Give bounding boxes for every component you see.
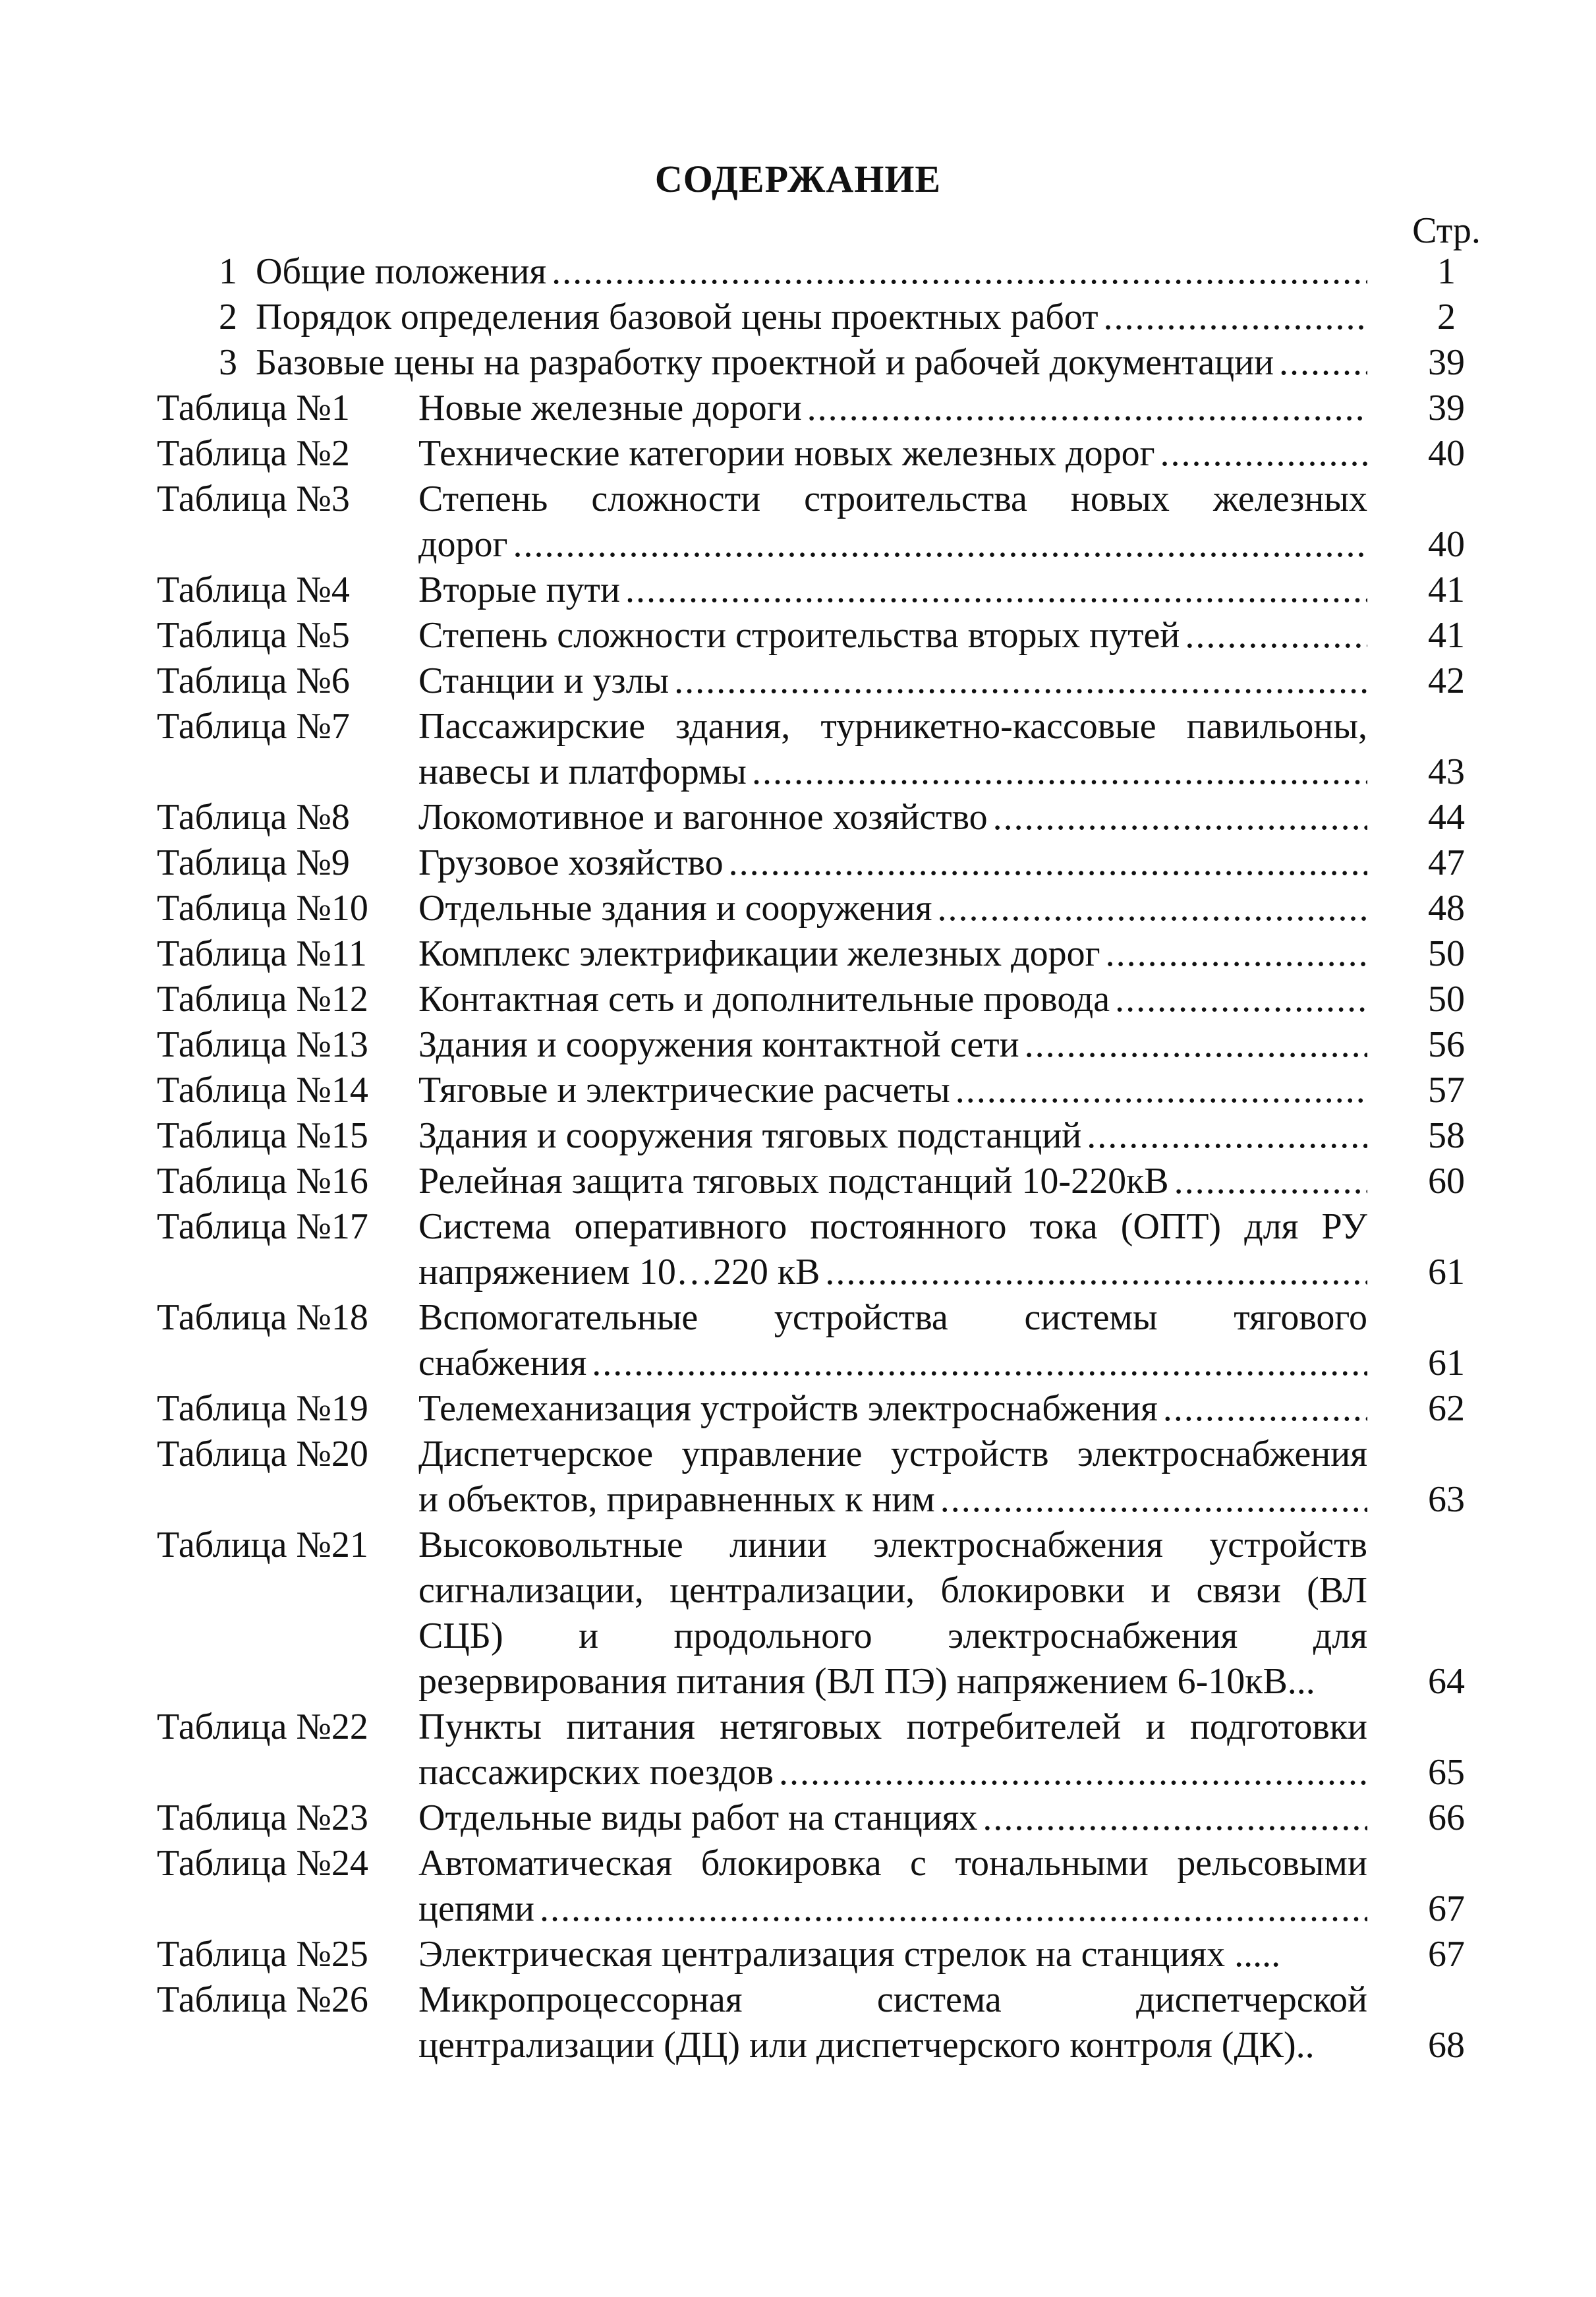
entry-text: [418, 1841, 1367, 1932]
entry-line-text: Общие положения: [256, 251, 547, 292]
entry-text: [418, 386, 1367, 431]
entry-line-text: Комплекс электрификации железных дорог: [418, 933, 1100, 974]
entry-word: тягового: [1234, 1297, 1367, 1338]
entry-word: с: [910, 1843, 926, 1884]
entry-text: [256, 295, 1367, 340]
entry-line: [418, 613, 1367, 658]
entry-word: строительства: [804, 479, 1027, 519]
page-number: 41: [1428, 615, 1465, 656]
page-number: 66: [1428, 1797, 1465, 1838]
entry-line: [256, 340, 1367, 386]
entry-line-text: Станции и узлы: [418, 660, 670, 701]
toc-table-row: [0, 1386, 1596, 1432]
entry-line-text: Степень сложности строительства вторых путей: [418, 615, 1180, 656]
entry-word: электроснабжения: [1077, 1434, 1367, 1474]
entry-word: электроснабжения: [948, 1615, 1238, 1656]
entry-line-text: Базовые цены на разработку проектной и рабочей документации: [256, 342, 1274, 383]
entry-text: [418, 1704, 1367, 1795]
entry-word: Микропроцессорная: [418, 1979, 743, 2020]
entry-line: [418, 477, 1367, 522]
toc-table-row: [0, 1022, 1596, 1068]
table-label: Таблица №11: [157, 933, 367, 974]
entry-word: железных: [1212, 479, 1367, 519]
table-label: Таблица №17: [157, 1206, 368, 1247]
page-title: СОДЕРЖАНИЕ: [654, 158, 942, 200]
toc-table-row: [0, 1204, 1596, 1295]
entry-line-text: Новые железные дороги: [418, 388, 802, 428]
entry-line: [418, 1068, 1367, 1113]
entry-line-text: Телемеханизация устройств электроснабжения: [418, 1388, 1158, 1429]
section-number: 1: [219, 251, 237, 292]
entry-word: Пункты: [418, 1706, 542, 1747]
table-label: Таблица №8: [157, 797, 350, 838]
entry-word: Автоматическая: [418, 1843, 673, 1884]
entry-word: устройства: [774, 1297, 948, 1338]
page-number: 48: [1428, 888, 1465, 929]
page-number: 68: [1428, 2025, 1465, 2066]
table-label: Таблица №15: [157, 1115, 368, 1156]
entry-word: и: [579, 1615, 599, 1656]
table-label: Таблица №7: [157, 706, 350, 747]
entry-word: СЦБ): [418, 1615, 503, 1656]
entry-word: блокировка: [700, 1843, 882, 1884]
entry-line-text: Релейная защита тяговых подстанций 10-220кВ: [418, 1161, 1169, 1202]
entry-line-text: дорог: [418, 524, 508, 565]
entry-line-text: Технические категории новых железных дорог: [418, 433, 1155, 474]
entry-word: Система: [418, 1206, 552, 1247]
toc-table-row: [0, 704, 1596, 795]
table-of-contents: [0, 249, 1596, 2068]
entry-word: (ОПТ): [1120, 1206, 1222, 1247]
entry-word: нетяговых: [720, 1706, 882, 1747]
page-number: 67: [1428, 1934, 1465, 1975]
entry-line: [418, 840, 1367, 886]
entry-line: [418, 1704, 1367, 1750]
page-number: 39: [1428, 342, 1465, 383]
entry-line: [418, 1386, 1367, 1432]
entry-word: рельсовыми: [1177, 1843, 1367, 1884]
table-label: Таблица №5: [157, 615, 350, 656]
entry-word: связи: [1196, 1570, 1281, 1611]
entry-line: [418, 1614, 1367, 1659]
entry-word: линии: [729, 1525, 827, 1565]
table-label: Таблица №26: [157, 1979, 368, 2020]
entry-line-text: Отдельные здания и сооружения: [418, 888, 932, 929]
page-number: 43: [1428, 751, 1465, 792]
entry-word: новых: [1070, 479, 1170, 519]
toc-table-row: [0, 840, 1596, 886]
table-label: Таблица №24: [157, 1843, 368, 1884]
page-number: 40: [1428, 524, 1465, 565]
table-label: Таблица №22: [157, 1706, 368, 1747]
entry-line: [418, 931, 1367, 977]
entry-word: для: [1313, 1615, 1367, 1656]
page-number: 64: [1428, 1661, 1465, 1702]
entry-word: РУ: [1321, 1206, 1367, 1247]
entry-line: [418, 977, 1367, 1022]
entry-line: [418, 386, 1367, 431]
toc-section-row: [0, 295, 1596, 340]
entry-word: оперативного: [574, 1206, 787, 1247]
entry-line-text: централизации (ДЦ) или диспетчерского контроля (ДК)..: [418, 2025, 1315, 2066]
entry-word: для: [1244, 1206, 1299, 1247]
toc-table-row: [0, 1113, 1596, 1159]
toc-table-row: [0, 1523, 1596, 1704]
entry-line-text: навесы и платформы: [418, 751, 747, 792]
entry-text: [418, 1523, 1367, 1704]
entry-line: [418, 1568, 1367, 1614]
entry-text: [418, 1386, 1367, 1432]
toc-section-row: [0, 249, 1596, 295]
entry-word: тока: [1029, 1206, 1098, 1247]
entry-line-text: Локомотивное и вагонное хозяйство: [418, 797, 988, 838]
table-label: Таблица №1: [157, 388, 350, 428]
entry-word: диспетчерской: [1136, 1979, 1367, 2020]
toc-table-row: [0, 1841, 1596, 1932]
toc-section-row: [0, 340, 1596, 386]
page-number: 1: [1437, 251, 1456, 292]
table-label: Таблица №3: [157, 479, 350, 519]
section-number: 2: [219, 297, 237, 337]
entry-line: [418, 704, 1367, 749]
entry-line: [418, 431, 1367, 477]
page-number: 60: [1428, 1161, 1465, 1202]
entry-text: [418, 840, 1367, 886]
table-label: Таблица №21: [157, 1525, 368, 1565]
entry-line-text: Контактная сеть и дополнительные провода: [418, 979, 1110, 1020]
page-number: 65: [1428, 1752, 1465, 1793]
entry-text: [418, 1068, 1367, 1113]
entry-text: [418, 1204, 1367, 1295]
toc-table-row: [0, 386, 1596, 431]
entry-word: подготовки: [1189, 1706, 1367, 1747]
entry-line: [256, 249, 1367, 295]
entry-word: устройств: [1209, 1525, 1367, 1565]
entry-text: [418, 1159, 1367, 1204]
toc-table-row: [0, 1068, 1596, 1113]
toc-table-row: [0, 613, 1596, 658]
entry-word: Вспомогательные: [418, 1297, 698, 1338]
entry-line: [418, 1341, 1367, 1386]
toc-table-row: [0, 1159, 1596, 1204]
page-number: 56: [1428, 1024, 1465, 1065]
entry-word: потребителей: [906, 1706, 1122, 1747]
entry-text: [418, 1932, 1367, 1977]
page-column-header: Стр.: [1412, 210, 1481, 251]
page-number: 39: [1428, 388, 1465, 428]
table-label: Таблица №9: [157, 842, 350, 883]
entry-line: [418, 567, 1367, 613]
table-label: Таблица №2: [157, 433, 350, 474]
entry-word: Диспетчерское: [418, 1434, 654, 1474]
entry-line: [418, 1159, 1367, 1204]
page-number: 63: [1428, 1479, 1465, 1520]
page-number: 62: [1428, 1388, 1465, 1429]
entry-word: тональными: [955, 1843, 1149, 1884]
entry-line: [418, 749, 1367, 795]
entry-word: павильоны,: [1186, 706, 1367, 747]
toc-table-row: [0, 977, 1596, 1022]
entry-text: [418, 1977, 1367, 2068]
entry-word: и: [1151, 1570, 1171, 1611]
entry-line: [418, 1113, 1367, 1159]
entry-line: [418, 1204, 1367, 1250]
entry-line: [418, 1432, 1367, 1477]
entry-word: сложности: [591, 479, 761, 519]
entry-text: [418, 1113, 1367, 1159]
toc-table-row: [0, 431, 1596, 477]
table-label: Таблица №20: [157, 1434, 368, 1474]
entry-text: [418, 658, 1367, 704]
entry-line: [418, 1295, 1367, 1341]
entry-line: [418, 1477, 1367, 1523]
entry-line-text: резервирования питания (ВЛ ПЭ) напряжением 6-10кВ...: [418, 1661, 1315, 1702]
entry-line-text: Вторые пути: [418, 569, 620, 610]
entry-text: [418, 567, 1367, 613]
entry-line: [418, 658, 1367, 704]
entry-line-text: Отдельные виды работ на станциях: [418, 1797, 978, 1838]
entry-line: [418, 1750, 1367, 1795]
entry-word: управление: [681, 1434, 863, 1474]
table-label: Таблица №12: [157, 979, 368, 1020]
entry-word: турникетно-кассовые: [820, 706, 1156, 747]
page-number: 2: [1437, 297, 1456, 337]
entry-word: Степень: [418, 479, 548, 519]
entry-word: сигнализации,: [418, 1570, 644, 1611]
page-number: 50: [1428, 933, 1465, 974]
toc-table-row: [0, 1795, 1596, 1841]
table-label: Таблица №23: [157, 1797, 368, 1838]
toc-table-row: [0, 931, 1596, 977]
entry-text: [418, 477, 1367, 567]
entry-text: [256, 249, 1367, 295]
toc-table-row: [0, 477, 1596, 567]
entry-word: (ВЛ: [1307, 1570, 1367, 1611]
entry-line: [418, 1932, 1367, 1977]
page-number: 40: [1428, 433, 1465, 474]
entry-text: [418, 795, 1367, 840]
section-number: 3: [219, 342, 237, 383]
entry-line: [418, 1022, 1367, 1068]
entry-text: [418, 704, 1367, 795]
page-number: 57: [1428, 1070, 1465, 1111]
page-number: 61: [1428, 1343, 1465, 1383]
entry-line: [418, 886, 1367, 931]
toc-table-row: [0, 567, 1596, 613]
toc-table-row: [0, 1432, 1596, 1523]
entry-line-text: Грузовое хозяйство: [418, 842, 724, 883]
entry-text: [418, 1795, 1367, 1841]
entry-line-text: напряжением 10…220 кВ: [418, 1252, 820, 1293]
table-label: Таблица №16: [157, 1161, 368, 1202]
entry-text: [418, 613, 1367, 658]
entry-word: Пассажирские: [418, 706, 646, 747]
entry-text: [418, 1432, 1367, 1523]
entry-line: [418, 1841, 1367, 1886]
entry-line: [418, 1795, 1367, 1841]
entry-word: Высоковольтные: [418, 1525, 683, 1565]
entry-word: блокировки: [940, 1570, 1126, 1611]
entry-line-text: Тяговые и электрические расчеты: [418, 1070, 950, 1111]
table-label: Таблица №19: [157, 1388, 368, 1429]
entry-word: и: [1145, 1706, 1166, 1747]
entry-text: [418, 431, 1367, 477]
toc-table-row: [0, 795, 1596, 840]
entry-line-text: Электрическая централизация стрелок на станциях .....: [418, 1934, 1281, 1975]
table-label: Таблица №6: [157, 660, 350, 701]
page-number: 67: [1428, 1888, 1465, 1929]
page-number: 61: [1428, 1252, 1465, 1293]
entry-line-text: снабжения: [418, 1343, 587, 1383]
page-number: 50: [1428, 979, 1465, 1020]
entry-line-text: пассажирских поездов: [418, 1752, 774, 1793]
page-number: 47: [1428, 842, 1465, 883]
toc-table-row: [0, 658, 1596, 704]
page-number: 42: [1428, 660, 1465, 701]
entry-word: питания: [566, 1706, 695, 1747]
entry-line: [418, 2023, 1367, 2068]
page-number: 44: [1428, 797, 1465, 838]
entry-line: [418, 1886, 1367, 1932]
entry-text: [418, 977, 1367, 1022]
table-label: Таблица №10: [157, 888, 368, 929]
entry-text: [418, 886, 1367, 931]
entry-word: здания,: [675, 706, 791, 747]
entry-line: [256, 295, 1367, 340]
table-label: Таблица №25: [157, 1934, 368, 1975]
table-label: Таблица №18: [157, 1297, 368, 1338]
entry-word: централизации,: [670, 1570, 915, 1611]
entry-word: постоянного: [810, 1206, 1007, 1247]
entry-text: [256, 340, 1367, 386]
entry-line: [418, 1250, 1367, 1295]
entry-line-text: цепями: [418, 1888, 534, 1929]
entry-word: устройств: [890, 1434, 1049, 1474]
entry-line: [418, 522, 1367, 567]
entry-text: [418, 1022, 1367, 1068]
entry-line-text: Здания и сооружения контактной сети: [418, 1024, 1019, 1065]
toc-table-row: [0, 1977, 1596, 2068]
page-number: 41: [1428, 569, 1465, 610]
entry-line-text: Порядок определения базовой цены проектных работ: [256, 297, 1098, 337]
entry-word: продольного: [673, 1615, 872, 1656]
toc-table-row: [0, 1295, 1596, 1386]
entry-word: системы: [1024, 1297, 1158, 1338]
toc-table-row: [0, 886, 1596, 931]
entry-line-text: и объектов, приравненных к ним: [418, 1479, 935, 1520]
entry-line-text: Здания и сооружения тяговых подстанций: [418, 1115, 1082, 1156]
table-label: Таблица №13: [157, 1024, 368, 1065]
entry-line: [418, 1523, 1367, 1568]
page-number: 58: [1428, 1115, 1465, 1156]
entry-word: система: [876, 1979, 1002, 2020]
entry-line: [418, 795, 1367, 840]
entry-text: [418, 1295, 1367, 1386]
table-label: Таблица №14: [157, 1070, 368, 1111]
entry-line: [418, 1977, 1367, 2023]
toc-table-row: [0, 1932, 1596, 1977]
entry-word: электроснабжения: [872, 1525, 1164, 1565]
entry-line: [418, 1659, 1367, 1704]
toc-table-row: [0, 1704, 1596, 1795]
entry-text: [418, 931, 1367, 977]
table-label: Таблица №4: [157, 569, 350, 610]
